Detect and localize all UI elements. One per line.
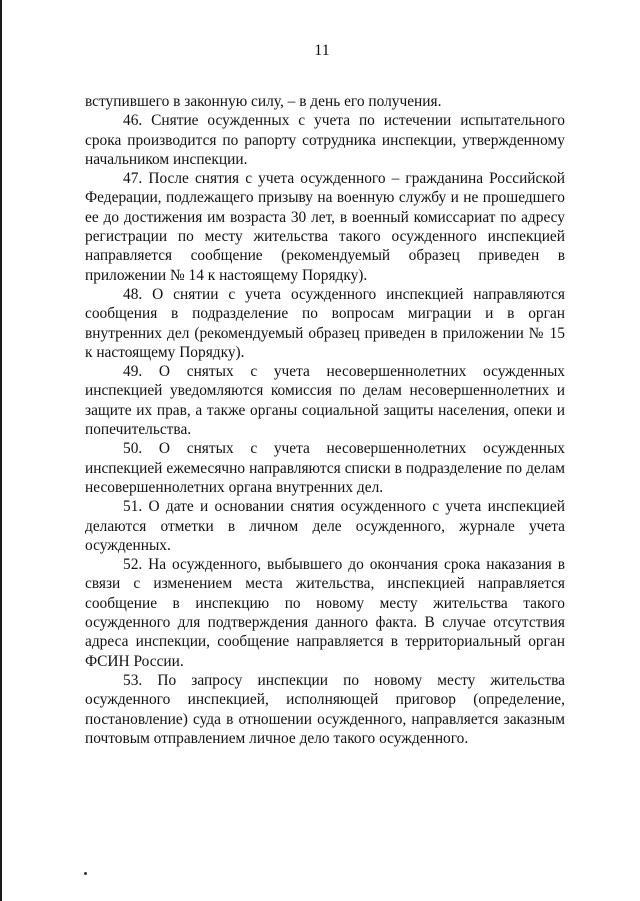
paragraph-46: 46. Снятие осужденных с учета по истечении испытательного срока производится по рапорту сотрудника инспекции, утвержденному начальником инспекции. [85, 112, 565, 168]
paragraph-48: 48. О снятии с учета осужденного инспекцией направляются сообщения в подразделение по вопросам миграции и в орган внутренних дел (рекомендуемый образец приведен в приложении № 15 к настоящему Порядку). [85, 285, 565, 361]
paragraph-51: 51. О дате и основании снятия осужденного с учета инспекцией делаются отметки в личном деле осужденного, журнале учета осужденных. [85, 498, 565, 554]
paragraph-50: 50. О снятых с учета несовершеннолетних осужденных инспекцией ежемесячно направляются списки в подразделение по делам несовершеннолетних органа внутренних дел. [85, 440, 565, 496]
paragraph-47: 47. После снятия с учета осужденного – гражданина Российской Федерации, подлежащего призыву на военную службу и не прошедшего ее до достижения им возраста 30 лет, в военный комиссариат по адресу регистрации по месту жительства такого осужденного инспекцией направляется сообщение (рекомендуемый образец приведен в приложении № 14 к настоящему Порядку). [85, 170, 565, 284]
document-body [85, 92, 565, 748]
paragraph-continuation: вступившего в законную силу, – в день его получения. [85, 93, 442, 110]
paragraph-53: 53. По запросу инспекции по новому месту жительства осужденного инспекцией, исполняющей приговор (определение, постановление) суда в отношении осужденного, направляется заказным почтовым отправлением личное дело такого осужденного. [85, 671, 565, 747]
scan-speck [84, 872, 87, 875]
page-number: 11 [314, 42, 330, 59]
paragraph-52: 52. На осужденного, выбывшего до окончания срока наказания в связи с изменением места жительства, инспекцией направляется сообщение в инспекцию по новому месту жительства такого осужденного для подтверждения данного факта. В случае отсутствия адреса инспекции, сообщение направляется в территориальный орган ФСИН России. [85, 556, 565, 670]
paragraph-49: 49. О снятых с учета несовершеннолетних осужденных инспекцией уведомляются комиссия по делам несовершеннолетних и защите их прав, а также органы социальной защиты населения, опеки и попечительства. [85, 363, 565, 439]
